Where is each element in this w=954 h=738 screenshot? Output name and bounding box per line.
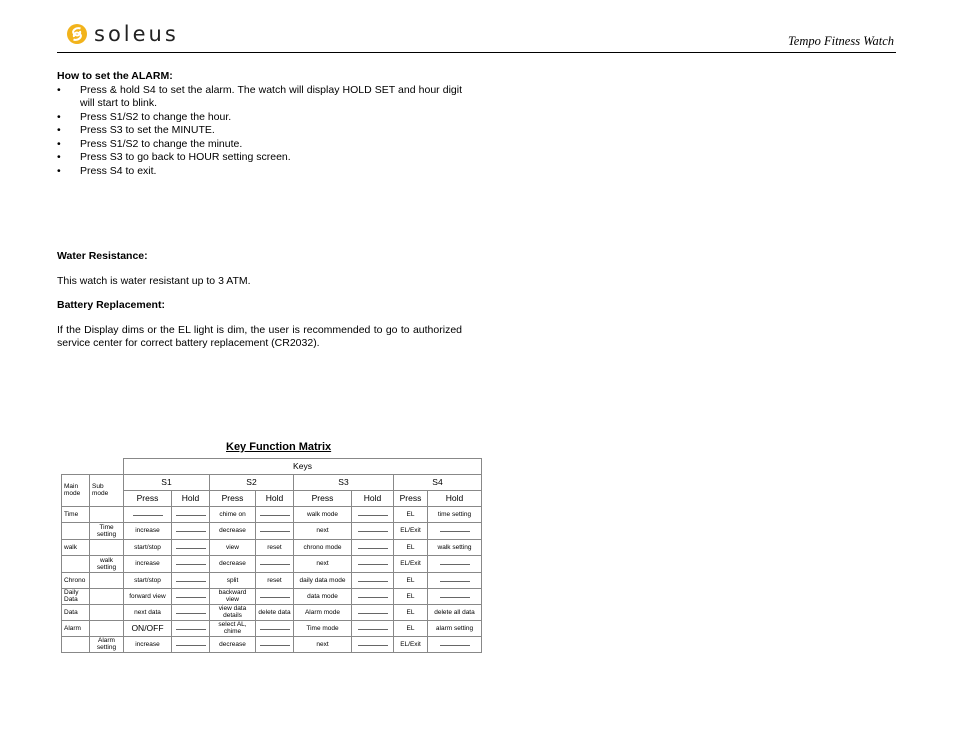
s4-press-cell: EL [394,620,428,636]
s3-hold-cell [352,588,394,604]
blank-line [440,597,470,598]
s3-press-cell: next [294,522,352,539]
blank-line [358,515,388,516]
s3-hold-cell [352,572,394,588]
blank-line [260,531,290,532]
blank-line [176,597,206,598]
blank-line [176,645,206,646]
battery-text: If the Display dims or the EL light is dim, the user is recommended to go to authorized service center for correct battery replacement (CR2032). [57,324,462,349]
blank-line [260,645,290,646]
s4-hold-cell [428,572,482,588]
s4-press-cell: EL/Exit [394,555,428,572]
alarm-step: • Press S4 to exit. [57,165,462,178]
s2-press-cell: decrease [210,555,256,572]
s3-press-cell: Time mode [294,620,352,636]
s1-hold-cell [172,588,210,604]
s3-press-cell: next [294,555,352,572]
main-mode-cell: Chrono [62,572,90,588]
blank-line [176,629,206,630]
s3-press-cell: data mode [294,588,352,604]
s3-hold-cell [352,506,394,522]
key-function-matrix [61,458,482,653]
press-header: Press [210,490,256,506]
s1-press-cell: increase [124,555,172,572]
s2-press-cell: split [210,572,256,588]
sub-mode-cell [90,588,124,604]
press-header: Press [394,490,428,506]
brand-name: soleus [94,22,179,46]
table-row [62,620,482,636]
blank-line [176,548,206,549]
s4-hold-cell: time setting [428,506,482,522]
s2-hold-cell: reset [256,572,294,588]
sub-mode-header: Sub mode [90,474,124,506]
blank-line [358,564,388,565]
table-row [62,572,482,588]
s1-press-cell: increase [124,522,172,539]
s4-press-cell: EL [394,539,428,555]
s4-hold-cell [428,588,482,604]
alarm-steps-list [57,84,462,178]
page-header [57,20,896,53]
s1-press-cell: start/stop [124,572,172,588]
blank-line [133,515,163,516]
main-mode-cell [62,636,90,652]
s4-hold-cell [428,522,482,539]
key-header-s3: S3 [294,474,394,490]
blank-line [176,531,206,532]
s4-press-cell: EL [394,588,428,604]
s2-press-cell: select AL, chime [210,620,256,636]
blank-line [358,613,388,614]
s2-hold-cell [256,620,294,636]
alarm-step: • Press S1/S2 to change the hour. [57,111,462,124]
blank-line [440,581,470,582]
sub-mode-cell: Alarm setting [90,636,124,652]
s1-hold-cell [172,506,210,522]
s2-hold-cell: reset [256,539,294,555]
s3-press-cell: walk mode [294,506,352,522]
s4-press-cell: EL [394,506,428,522]
s4-hold-cell: walk setting [428,539,482,555]
alarm-step: • Press S3 to set the MINUTE. [57,124,462,137]
main-mode-cell: Time [62,506,90,522]
s4-hold-cell [428,636,482,652]
s1-press-cell: forward view [124,588,172,604]
main-mode-cell: walk [62,539,90,555]
s1-press-cell: start/stop [124,539,172,555]
s2-press-cell: chime on [210,506,256,522]
blank-line [440,645,470,646]
table-row [62,555,482,572]
blank-line [260,629,290,630]
blank-line [358,629,388,630]
water-heading: Water Resistance: [57,250,148,262]
s4-hold-cell: delete all data [428,604,482,620]
alarm-step: • Press & hold S4 to set the alarm. The watch will display HOLD SET and hour digit will start to blink. [57,84,462,110]
s4-press-cell: EL [394,572,428,588]
s2-press-cell: decrease [210,636,256,652]
hold-header: Hold [352,490,394,506]
blank-line [440,531,470,532]
blank-line [358,531,388,532]
s3-hold-cell [352,620,394,636]
s2-hold-cell [256,636,294,652]
blank-line [358,548,388,549]
table-row [62,522,482,539]
table-row [62,506,482,522]
blank-line [260,597,290,598]
main-mode-cell: Data [62,604,90,620]
s1-hold-cell [172,620,210,636]
blank-line [440,564,470,565]
s3-hold-cell [352,636,394,652]
blank-line [260,564,290,565]
s3-hold-cell [352,522,394,539]
s4-press-cell: EL/Exit [394,636,428,652]
press-header: Press [294,490,352,506]
table-row [62,588,482,604]
hold-header: Hold [428,490,482,506]
sub-mode-cell [90,539,124,555]
s1-press-cell: next data [124,604,172,620]
blank-line [358,597,388,598]
sub-mode-cell [90,604,124,620]
main-mode-header: Main mode [62,474,90,506]
table-row [62,604,482,620]
key-header-s2: S2 [210,474,294,490]
s3-press-cell: Alarm mode [294,604,352,620]
blank-line [176,564,206,565]
s2-press-cell: decrease [210,522,256,539]
key-header-s1: S1 [124,474,210,490]
blank-line [176,581,206,582]
table-row [62,636,482,652]
battery-heading: Battery Replacement: [57,299,165,311]
s4-press-cell: EL/Exit [394,522,428,539]
blank-line [358,581,388,582]
s4-hold-cell: alarm setting [428,620,482,636]
s2-press-cell: view data details [210,604,256,620]
s4-press-cell: EL [394,604,428,620]
s3-press-cell: daily data mode [294,572,352,588]
s1-hold-cell [172,604,210,620]
s4-hold-cell [428,555,482,572]
s1-hold-cell [172,522,210,539]
s1-press-cell: increase [124,636,172,652]
hold-header: Hold [172,490,210,506]
s3-press-cell: chrono mode [294,539,352,555]
blank-line [176,515,206,516]
main-mode-cell [62,555,90,572]
s3-hold-cell [352,555,394,572]
blank-line [260,515,290,516]
document-title: Tempo Fitness Watch [787,34,894,48]
s1-hold-cell [172,555,210,572]
sub-mode-cell: Time setting [90,522,124,539]
hold-header: Hold [256,490,294,506]
sub-mode-cell [90,620,124,636]
sub-mode-cell [90,506,124,522]
main-mode-cell: Alarm [62,620,90,636]
key-header-s4: S4 [394,474,482,490]
s2-hold-cell [256,555,294,572]
s3-hold-cell [352,539,394,555]
matrix-body [62,506,482,652]
main-mode-cell: Daily Data [62,588,90,604]
water-text: This watch is water resistant up to 3 ATM. [57,275,251,287]
press-header: Press [124,490,172,506]
s1-press-cell: ON/OFF [124,620,172,636]
s2-hold-cell: delete data [256,604,294,620]
alarm-step: • Press S3 to go back to HOUR setting screen. [57,151,462,164]
main-mode-cell [62,522,90,539]
matrix-title: Key Function Matrix [226,441,332,453]
sub-mode-cell: walk setting [90,555,124,572]
alarm-heading: How to set the ALARM: [57,70,173,82]
s2-hold-cell [256,522,294,539]
blank-line [176,613,206,614]
s2-press-cell: view [210,539,256,555]
soleus-logo-icon [66,23,88,45]
s1-hold-cell [172,636,210,652]
s2-press-cell: backward view [210,588,256,604]
brand-logo [66,23,179,45]
s3-hold-cell [352,604,394,620]
s1-press-cell [124,506,172,522]
table-row [62,539,482,555]
sub-mode-cell [90,572,124,588]
keys-header: Keys [124,459,482,475]
alarm-step: • Press S1/S2 to change the minute. [57,138,462,151]
blank-line [358,645,388,646]
s1-hold-cell [172,572,210,588]
s2-hold-cell [256,506,294,522]
s2-hold-cell [256,588,294,604]
s3-press-cell: next [294,636,352,652]
s1-hold-cell [172,539,210,555]
